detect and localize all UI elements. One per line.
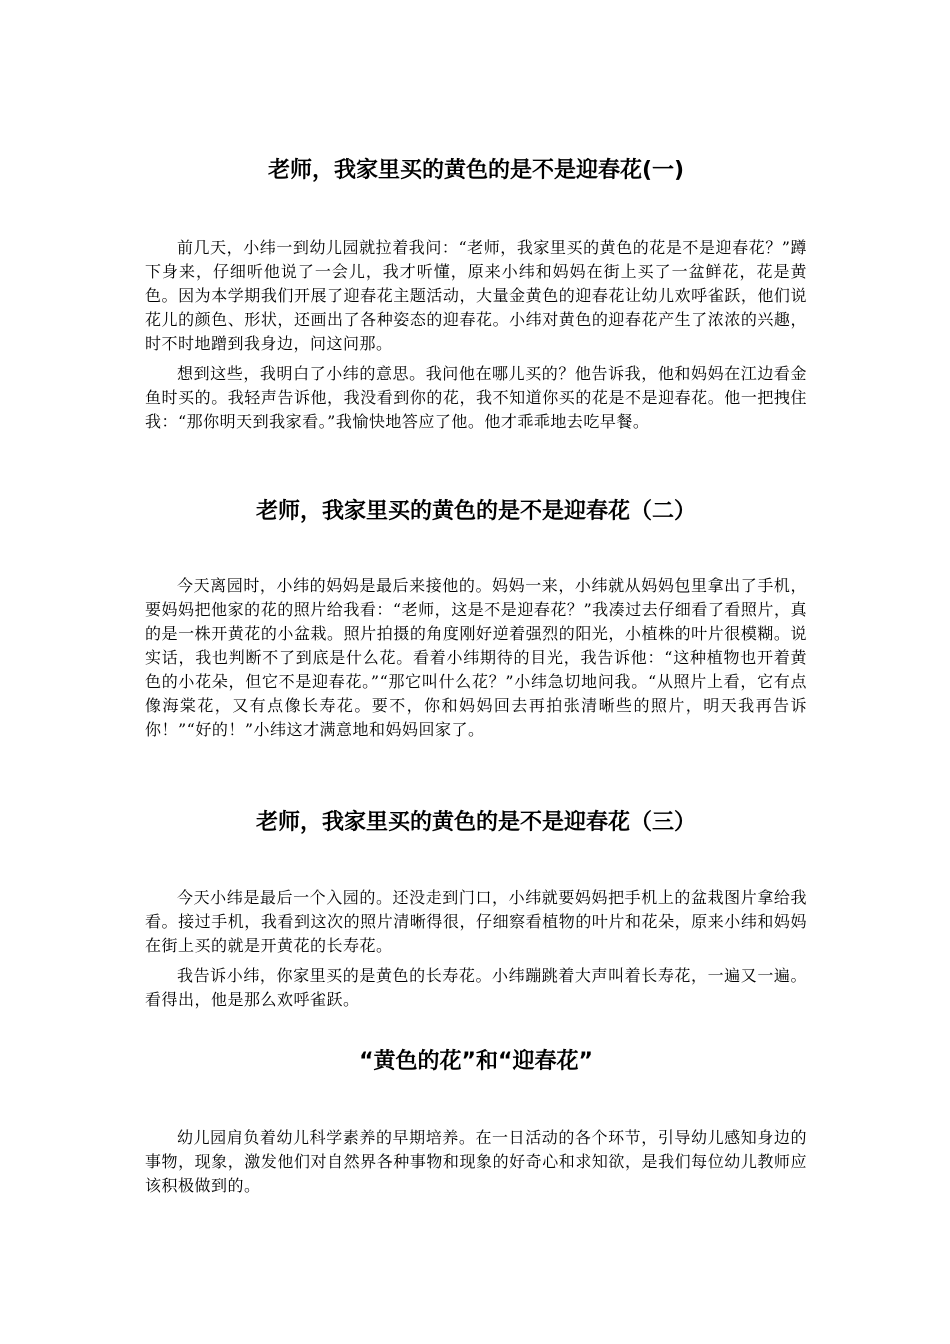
- section-2-title: 老师，我家里买的黄色的是不是迎春花（二）: [255, 499, 696, 524]
- section-1-body: [145, 236, 807, 440]
- section-2-body: [145, 574, 807, 748]
- section-3-paragraph-1: 今天小纬是最后一个入园的。还没走到门口，小纬就要妈妈把手机上的盆栽图片拿给我看。接过手机，我看到这次的照片清晰得很，仔细察看植物的叶片和花朵，原来小纬和妈妈在街上买的就是开黄花的长寿花。: [145, 888, 807, 955]
- section-1-paragraph-2: 想到这些，我明白了小纬的意思。我问他在哪儿买的？他告诉我，他和妈妈在江边看金鱼时买的。我轻声告诉他，我没看到你的花，我不知道你买的花是不是迎春花。他一把拽住我：“那你明天到我家看。”我愉快地答应了他。他才乖乖地去吃早餐。: [145, 364, 807, 431]
- section-1-title: 老师，我家里买的黄色的是不是迎春花(一): [267, 158, 685, 183]
- section-4-body: [145, 1126, 807, 1204]
- section-1-paragraph-1: 前几天，小纬一到幼儿园就拉着我问：“老师，我家里买的黄色的花是不是迎春花？”蹲下身来，仔细听他说了一会儿，我才听懂，原来小纬和妈妈在街上买了一盆鲜花，花是黄色。因为本学期我们开展了迎春花主题活动，大量金黄色的迎春花让幼儿欢呼雀跃，他们说花儿的颜色、形状，还画出了各种姿态的迎春花。小纬对黄色的迎春花产生了浓浓的兴趣，时不时地蹭到我身边，问这问那。: [145, 238, 807, 353]
- section-4-title: “黄色的花”和“迎春花”: [359, 1049, 593, 1074]
- section-3-paragraph-2: 我告诉小纬，你家里买的是黄色的长寿花。小纬蹦跳着大声叫着长寿花，一遍又一遍。看得出，他是那么欢呼雀跃。: [145, 966, 807, 1009]
- section-4-paragraph-1: 幼儿园肩负着幼儿科学素养的早期培养。在一日活动的各个环节，引导幼儿感知身边的事物，现象，激发他们对自然界各种事物和现象的好奇心和求知欲，是我们每位幼儿教师应该积极做到的。: [145, 1128, 807, 1195]
- section-3-body: [145, 886, 807, 1018]
- section-2-paragraph-1: 今天离园时，小纬的妈妈是最后来接他的。妈妈一来，小纬就从妈妈包里拿出了手机，要妈妈把他家的花的照片给我看：“老师，这是不是迎春花？”我凑过去仔细看了看照片，真的是一株开黄花的小盆栽。照片拍摄的角度刚好逆着强烈的阳光，小植株的叶片很模糊。说实话，我也判断不了到底是什么花。看着小纬期待的目光，我告诉他：“这种植物也开着黄色的小花朵，但它不是迎春花。”“那它叫什么花？”小纬急切地问我。“从照片上看，它有点像海棠花，又有点像长寿花。要不，你和妈妈回去再拍张清晰些的照片，明天我再告诉你！”“好的！”小纬这才满意地和妈妈回家了。: [145, 576, 807, 739]
- section-3-title: 老师，我家里买的黄色的是不是迎春花（三）: [255, 810, 696, 835]
